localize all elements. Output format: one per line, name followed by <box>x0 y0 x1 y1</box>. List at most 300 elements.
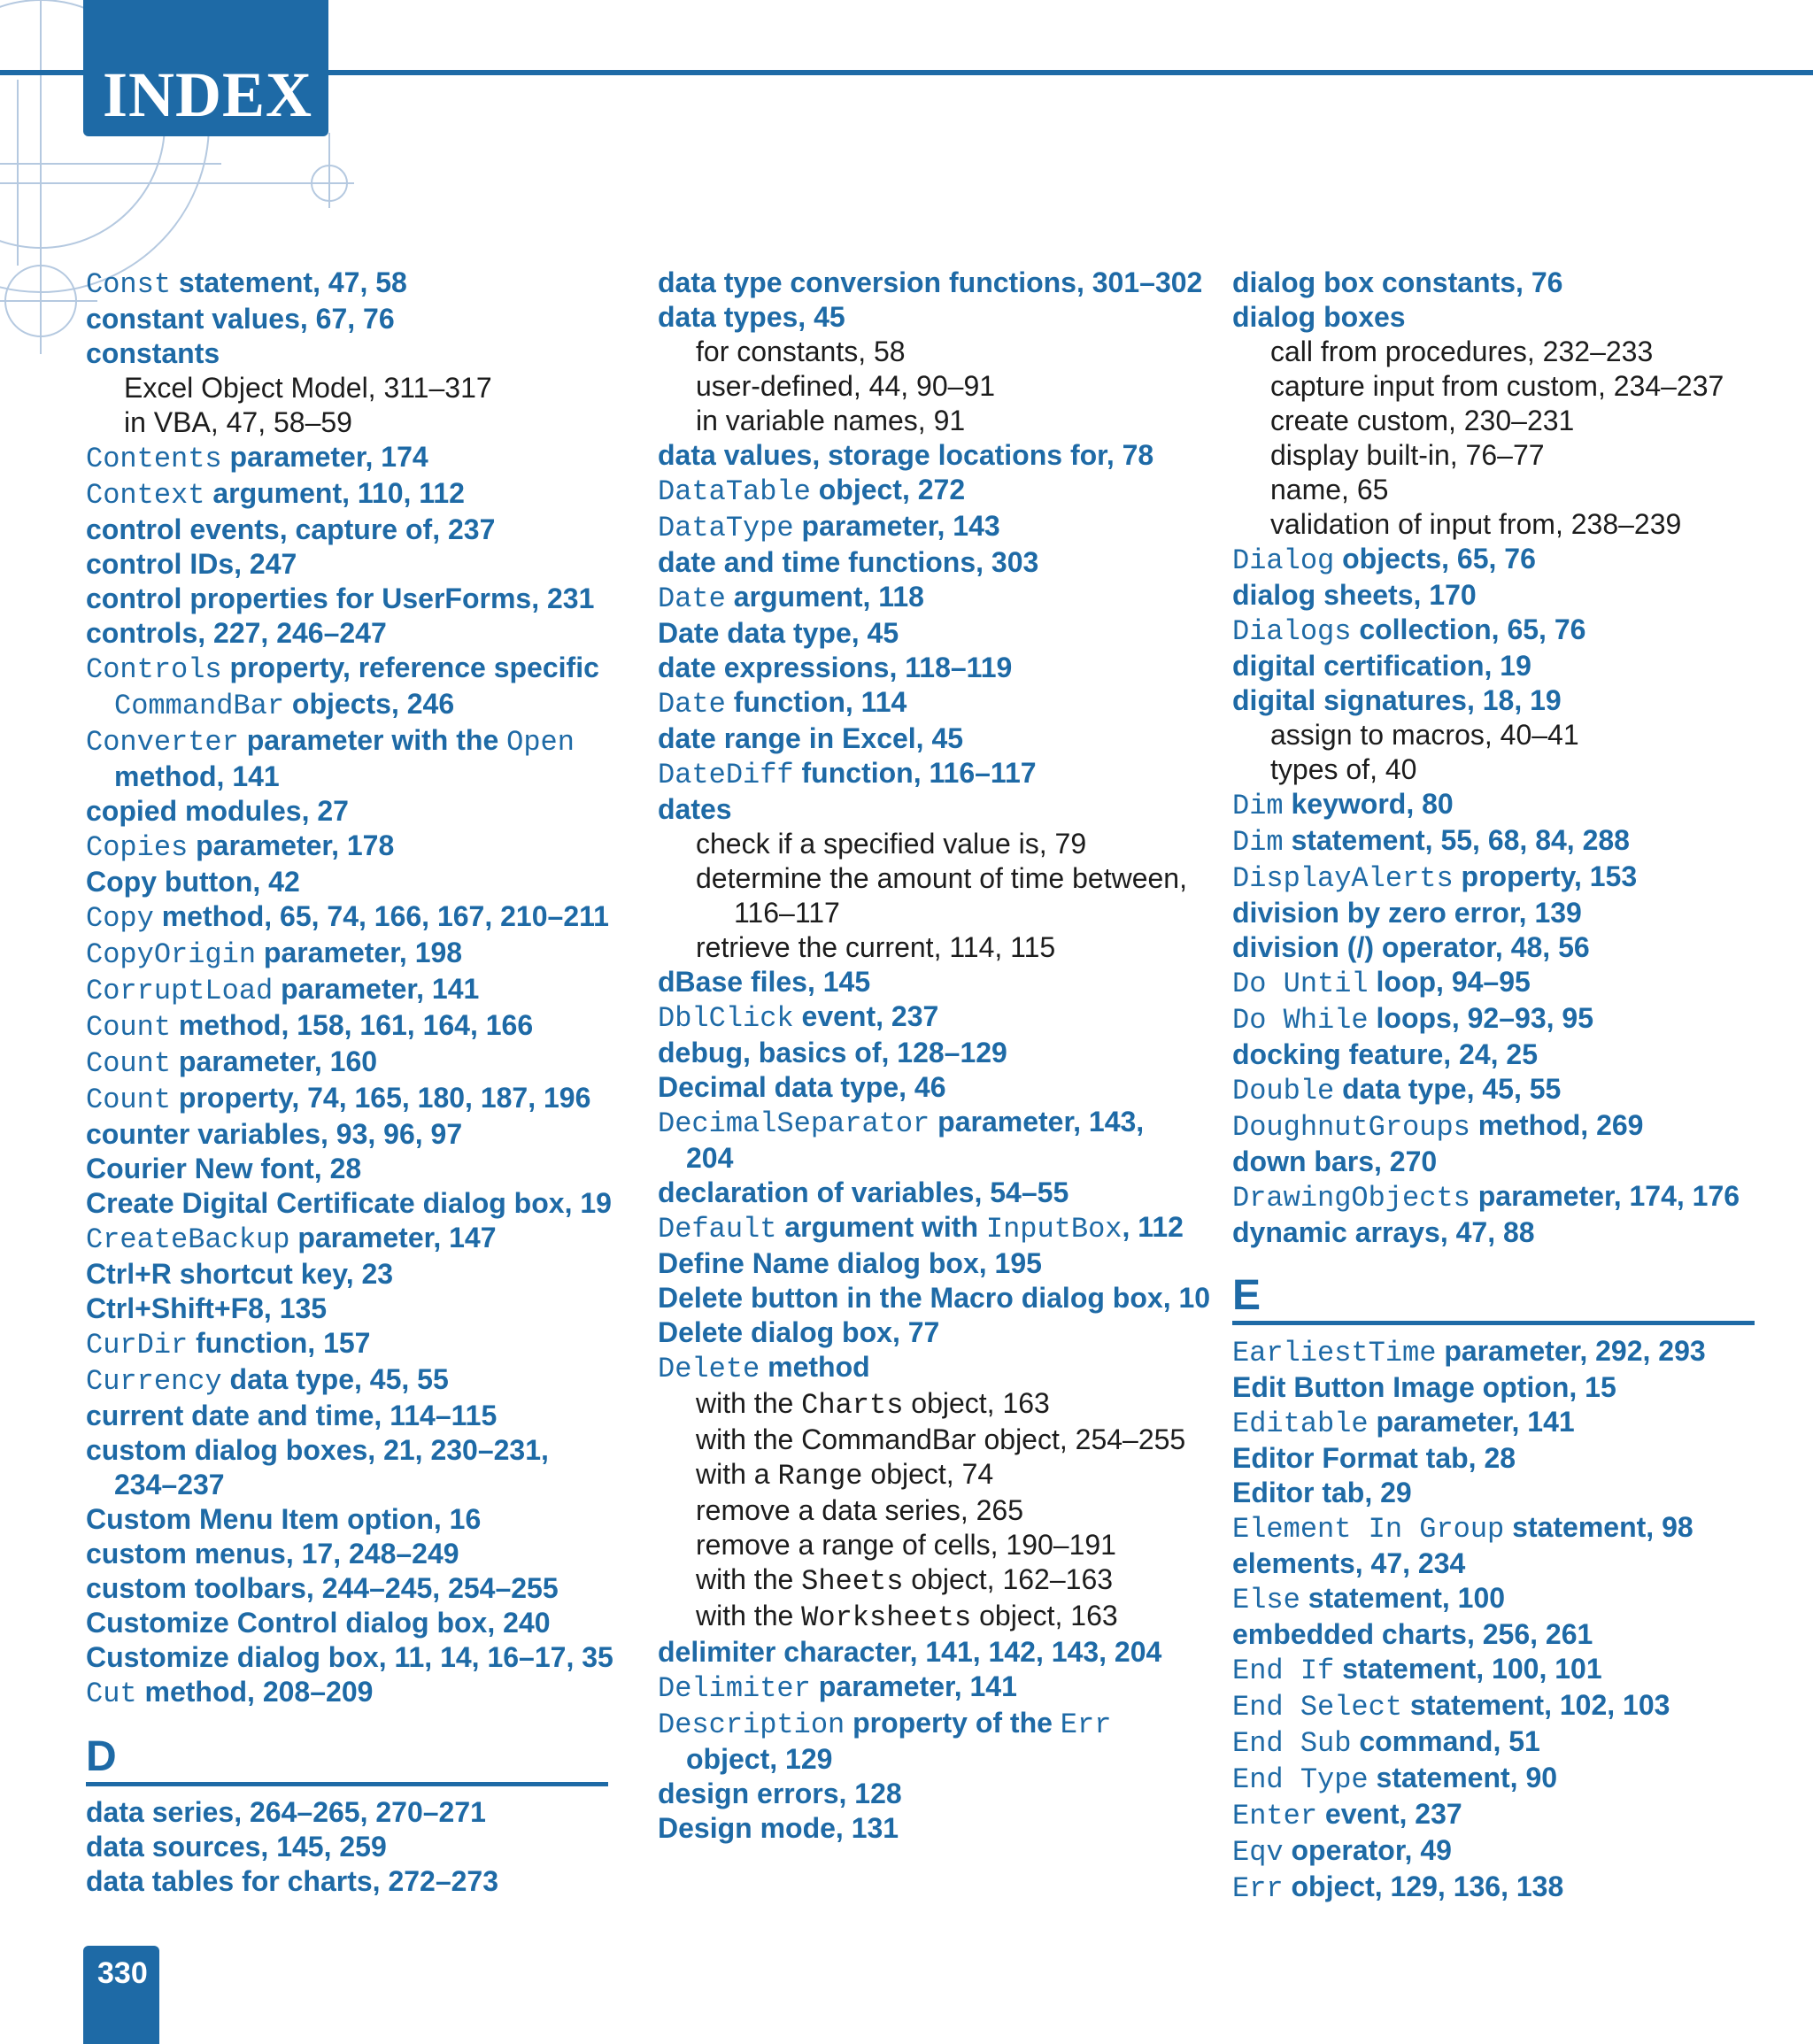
entry-text: check if a specified value is, 79 <box>696 828 1087 860</box>
entry-text: statement, 100 <box>1300 1582 1506 1614</box>
index-entry <box>86 302 617 336</box>
index-subentry <box>1232 752 1763 787</box>
index-entry <box>86 972 617 1008</box>
entry-text: parameter, 143, 204 <box>686 1106 1145 1174</box>
index-entry <box>658 473 1189 509</box>
code-term: Count <box>86 1011 172 1044</box>
index-subentry <box>658 335 1189 369</box>
entry-text: data values, storage locations for, 78 <box>658 439 1154 471</box>
code-term: Open <box>506 726 575 759</box>
entry-text: parameter, 174 <box>221 441 428 473</box>
entry-text: D <box>86 1733 117 1780</box>
index-entry <box>658 1281 1211 1315</box>
index-entry <box>86 1399 617 1433</box>
index-subentry <box>658 1562 1189 1599</box>
index-entry <box>86 1045 617 1081</box>
index-entry <box>658 1246 1189 1281</box>
entry-text: with the <box>696 1563 802 1595</box>
index-entry <box>658 438 1189 473</box>
entry-text: with the <box>696 1387 802 1419</box>
entry-text: capture input from custom, 234–237 <box>1270 370 1724 402</box>
code-term: Sheets <box>801 1565 904 1598</box>
entry-text: remove a data series, 265 <box>696 1494 1023 1526</box>
entry-text: Create Digital Certificate dialog box, 19 <box>86 1187 612 1219</box>
entry-text: E <box>1232 1272 1261 1319</box>
index-subentry <box>1232 507 1763 542</box>
code-term: CorruptLoad <box>86 975 274 1007</box>
index-entry <box>1232 649 1763 683</box>
index-entry <box>658 756 1189 792</box>
index-entry <box>658 1210 1189 1246</box>
code-term: Worksheets <box>801 1601 972 1634</box>
entry-text: method, 65, 74, 166, 167, 210–211 <box>153 900 609 932</box>
index-entry <box>658 999 1189 1036</box>
index-entry <box>86 1221 617 1257</box>
index-entry <box>86 1186 617 1221</box>
code-term: Const <box>86 268 172 301</box>
entry-text: embedded charts, 256, 261 <box>1232 1618 1593 1650</box>
entry-text: method, 141 <box>114 760 280 792</box>
index-entry <box>1232 1108 1763 1145</box>
index-entry <box>86 1117 617 1152</box>
index-entry <box>86 829 617 865</box>
index-entry <box>86 1571 617 1606</box>
code-term: End If <box>1232 1654 1335 1687</box>
entry-text: with a <box>696 1458 778 1490</box>
code-term: DecimalSeparator <box>658 1107 930 1140</box>
entry-text: design errors, 128 <box>658 1778 902 1809</box>
code-term: DateDiff <box>658 759 794 791</box>
entry-text: parameter, 198 <box>256 937 463 968</box>
entry-text: remove a range of cells, 190–191 <box>696 1529 1116 1561</box>
code-term: Delete <box>658 1353 760 1385</box>
entry-text: statement, 100, 101 <box>1334 1653 1602 1685</box>
entry-text: data type conversion functions, 301–302 <box>658 266 1203 298</box>
code-term: Delimiter <box>658 1672 811 1705</box>
entry-text: parameter, 160 <box>171 1045 378 1077</box>
entry-text: property, 74, 165, 180, 187, 196 <box>171 1082 591 1114</box>
entry-text: data types, 45 <box>658 301 845 333</box>
index-subentry <box>658 1528 1189 1562</box>
index-entry <box>86 1257 617 1292</box>
entry-text: method, 208–209 <box>136 1676 374 1708</box>
entry-text: Excel Object Model, 311–317 <box>124 372 492 404</box>
entry-text: division by zero error, 139 <box>1232 897 1582 929</box>
entry-text: declaration of variables, 54–55 <box>658 1176 1069 1208</box>
code-term: CreateBackup <box>86 1223 290 1256</box>
entry-text: argument with <box>776 1211 986 1243</box>
entry-text: property, reference specific <box>221 652 599 683</box>
entry-text: custom toolbars, 244–245, 254–255 <box>86 1572 559 1604</box>
code-term: Dialogs <box>1232 615 1352 648</box>
entry-text: retrieve the current, 114, 115 <box>696 931 1056 963</box>
entry-text: method, 269 <box>1470 1109 1644 1141</box>
index-entry <box>658 1070 1189 1105</box>
index-entry <box>86 336 617 371</box>
code-term: Range <box>777 1460 863 1493</box>
code-term: Currency <box>86 1365 222 1398</box>
entry-text: current date and time, 114–115 <box>86 1400 498 1431</box>
code-term: Double <box>1232 1075 1335 1107</box>
index-subentry <box>658 1423 1189 1457</box>
entry-text: statement, 90 <box>1368 1762 1558 1793</box>
entry-text: Copy button, 42 <box>86 866 300 898</box>
index-entry <box>658 1105 1189 1176</box>
entry-text: operator, 49 <box>1283 1834 1452 1866</box>
code-term: Enter <box>1232 1800 1318 1832</box>
code-term: DisplayAlerts <box>1232 862 1454 895</box>
code-term: CurDir <box>86 1329 189 1361</box>
entry-text: controls, 227, 246–247 <box>86 617 387 649</box>
section-letter-heading <box>1232 1273 1755 1325</box>
index-entry <box>658 651 1189 685</box>
entry-text: Custom Menu Item option, 16 <box>86 1503 482 1535</box>
entry-text: Delete button in the Macro dialog box, 10 <box>658 1282 1211 1314</box>
index-entry <box>658 580 1189 616</box>
index-entry <box>1232 1145 1763 1179</box>
index-entry <box>658 509 1189 545</box>
index-entry <box>1232 1334 1763 1370</box>
index-entry <box>86 1433 617 1502</box>
index-subentry <box>658 1599 1189 1635</box>
code-term: EarliestTime <box>1232 1337 1437 1369</box>
index-entry <box>86 1675 617 1711</box>
code-term: Charts <box>801 1389 904 1422</box>
entry-text: command, 51 <box>1351 1725 1540 1757</box>
entry-text: parameter, 141 <box>273 973 480 1005</box>
entry-text: Editor tab, 29 <box>1232 1477 1412 1508</box>
entry-text: method, 158, 161, 164, 166 <box>171 1009 534 1041</box>
entry-text: custom menus, 17, 248–249 <box>86 1538 459 1570</box>
entry-text: method <box>760 1351 870 1383</box>
code-term: Count <box>86 1084 172 1116</box>
index-entry <box>1232 1510 1763 1546</box>
code-term: Dim <box>1232 790 1284 822</box>
entry-text: collection, 65, 76 <box>1351 613 1586 645</box>
entry-text: Editor Format tab, 28 <box>1232 1442 1516 1474</box>
code-term: Date <box>658 688 726 721</box>
index-subentry <box>658 1493 1189 1528</box>
index-subentry <box>658 930 1189 965</box>
entry-text: dates <box>658 793 732 825</box>
entry-text: date and time functions, 303 <box>658 546 1039 578</box>
index-subentry <box>1232 718 1763 752</box>
index-entry <box>1232 542 1763 578</box>
code-term: End Type <box>1232 1763 1369 1796</box>
entry-text: control properties for UserForms, 231 <box>86 582 595 614</box>
index-subentry <box>658 369 1189 404</box>
index-column-3 <box>1232 266 1763 1906</box>
code-term: CommandBar <box>114 690 285 722</box>
index-entry <box>86 723 617 794</box>
index-entry <box>658 965 1189 999</box>
code-term: Copies <box>86 831 189 864</box>
code-term: Controls <box>86 653 222 686</box>
index-entry <box>658 616 1189 651</box>
entry-text: control IDs, 247 <box>86 548 297 580</box>
entry-text: dialog box constants, 76 <box>1232 266 1563 298</box>
index-subentry <box>1232 473 1763 507</box>
index-entry <box>86 865 617 899</box>
entry-text: Ctrl+Shift+F8, 135 <box>86 1292 328 1324</box>
index-entry <box>86 616 617 651</box>
entry-text: name, 65 <box>1270 474 1389 505</box>
entry-text: Decimal data type, 46 <box>658 1071 946 1103</box>
entry-text: dBase files, 145 <box>658 966 871 998</box>
code-term: Contents <box>86 443 222 475</box>
index-entry <box>86 1326 617 1362</box>
index-entry <box>1232 896 1763 930</box>
code-term: CopyOrigin <box>86 938 257 971</box>
entry-text: in variable names, 91 <box>696 405 966 436</box>
entry-text: function, 116–117 <box>793 757 1037 789</box>
entry-text: Date data type, 45 <box>658 617 899 649</box>
entry-text: data sources, 145, 259 <box>86 1831 387 1863</box>
index-entry <box>1232 930 1763 965</box>
entry-text: call from procedures, 232–233 <box>1270 336 1654 367</box>
entry-text: elements, 47, 234 <box>1232 1547 1466 1579</box>
index-entry <box>86 547 617 582</box>
index-entry <box>1232 1724 1763 1761</box>
entry-text: debug, basics of, 128–129 <box>658 1037 1007 1068</box>
entry-text: statement, 55, 68, 84, 288 <box>1283 824 1630 856</box>
index-subentry <box>658 827 1189 861</box>
index-entry <box>1232 1688 1763 1724</box>
index-entry <box>1232 1870 1763 1906</box>
entry-text: user-defined, 44, 90–91 <box>696 370 996 402</box>
code-term: DrawingObjects <box>1232 1182 1470 1215</box>
index-entry <box>86 1864 617 1899</box>
entry-text: date range in Excel, 45 <box>658 722 964 754</box>
code-term: Converter <box>86 726 239 759</box>
code-term: Cut <box>86 1678 137 1710</box>
entry-text: parameter, 178 <box>188 829 395 861</box>
entry-text: in VBA, 47, 58–59 <box>124 406 352 438</box>
index-entry <box>1232 823 1763 860</box>
section-letter-heading <box>86 1734 608 1786</box>
index-entry <box>86 513 617 547</box>
entry-text: constants <box>86 337 220 369</box>
index-entry <box>86 1292 617 1326</box>
code-term: Err <box>1060 1708 1112 1741</box>
index-entry <box>1232 1405 1763 1441</box>
index-subentry <box>1232 335 1763 369</box>
index-column-1 <box>86 266 617 1899</box>
entry-text: statement, 47, 58 <box>171 266 407 298</box>
entry-text: for constants, 58 <box>696 336 906 367</box>
code-term: Description <box>658 1708 845 1741</box>
entry-text: validation of input from, 238–239 <box>1270 508 1682 540</box>
entry-text: constant values, 67, 76 <box>86 303 395 335</box>
entry-text: parameter, 147 <box>289 1222 497 1253</box>
entry-text: docking feature, 24, 25 <box>1232 1038 1539 1070</box>
code-term: Dim <box>1232 826 1284 859</box>
entry-text: , 112 <box>1122 1211 1184 1243</box>
code-term: Editable <box>1232 1408 1369 1440</box>
entry-text: delimiter character, 141, 142, 143, 204 <box>658 1636 1162 1668</box>
index-subentry <box>658 1457 1189 1493</box>
index-entry <box>658 1036 1189 1070</box>
index-subentry <box>86 371 617 405</box>
index-entry <box>1232 266 1763 300</box>
entry-text: parameter, 143 <box>793 510 1000 542</box>
index-entry <box>1232 1581 1763 1617</box>
index-entry <box>86 651 617 723</box>
index-entry <box>1232 1546 1763 1581</box>
index-entry <box>86 1606 617 1640</box>
entry-text: loops, 92–93, 95 <box>1368 1002 1593 1034</box>
index-subentry <box>1232 404 1763 438</box>
entry-text: Delete dialog box, 77 <box>658 1316 940 1348</box>
index-entry <box>86 582 617 616</box>
entry-text: objects, 65, 76 <box>1334 543 1536 575</box>
page-number: 330 <box>97 1956 148 1990</box>
index-entry <box>658 792 1189 827</box>
code-term: Err <box>1232 1872 1284 1905</box>
index-entry <box>86 1008 617 1045</box>
entry-text: parameter with the <box>238 724 507 756</box>
index-entry <box>86 936 617 972</box>
index-subentry <box>86 405 617 440</box>
index-entry <box>1232 965 1763 1001</box>
entry-text: object, 163 <box>971 1600 1118 1631</box>
entry-text: function, 114 <box>725 686 907 718</box>
index-entry <box>658 1670 1189 1706</box>
entry-text: object, 162–163 <box>903 1563 1114 1595</box>
entry-text: parameter, 141 <box>1368 1406 1575 1438</box>
index-entry <box>658 685 1189 721</box>
entry-text: dialog boxes <box>1232 301 1406 333</box>
entry-text: dialog sheets, 170 <box>1232 579 1477 611</box>
entry-text: object, 272 <box>810 474 966 505</box>
index-entry <box>658 1777 1189 1811</box>
code-term: Else <box>1232 1584 1300 1616</box>
entry-text: counter variables, 93, 96, 97 <box>86 1118 463 1150</box>
index-subentry <box>1232 438 1763 473</box>
entry-text: Design mode, 131 <box>658 1812 899 1844</box>
entry-text: argument, 110, 112 <box>204 477 465 509</box>
entry-text: statement, 98 <box>1504 1511 1693 1543</box>
entry-text: custom dialog boxes, 21, 230–231, 234–237 <box>86 1434 549 1500</box>
entry-text: property of the <box>845 1707 1061 1739</box>
index-entry <box>1232 1797 1763 1833</box>
index-entry <box>1232 300 1763 335</box>
index-entry <box>86 1362 617 1399</box>
code-term: Do While <box>1232 1004 1369 1037</box>
index-entry <box>1232 578 1763 613</box>
page-number-tab <box>83 1946 159 2044</box>
entry-text: with the <box>696 1600 802 1631</box>
entry-text: control events, capture of, 237 <box>86 513 496 545</box>
entry-text: parameter, 174, 176 <box>1470 1180 1740 1212</box>
entry-text: parameter, 141 <box>810 1670 1017 1702</box>
entry-text: data type, 45, 55 <box>1334 1073 1562 1105</box>
index-entry <box>658 721 1189 756</box>
index-entry <box>86 1537 617 1571</box>
index-entry <box>1232 1833 1763 1870</box>
index-entry <box>1232 1476 1763 1510</box>
entry-text: keyword, 80 <box>1283 788 1454 820</box>
code-term: Dialog <box>1232 544 1335 577</box>
entry-text: data type, 45, 55 <box>221 1363 449 1395</box>
entry-text: property, 153 <box>1453 860 1638 892</box>
index-entry <box>86 476 617 513</box>
index-entry <box>1232 787 1763 823</box>
entry-text: parameter, 292, 293 <box>1436 1335 1706 1367</box>
code-term: Do Until <box>1232 968 1369 1000</box>
index-entry <box>86 266 617 302</box>
index-entry <box>1232 1072 1763 1108</box>
entry-text: objects, 246 <box>284 688 455 720</box>
code-term: End Select <box>1232 1691 1403 1724</box>
index-entry <box>86 440 617 476</box>
index-entry <box>658 266 1203 300</box>
code-term: End Sub <box>1232 1727 1352 1760</box>
code-term: Element In Group <box>1232 1513 1505 1546</box>
entry-text: statement, 102, 103 <box>1402 1689 1670 1721</box>
entry-text: Courier New font, 28 <box>86 1153 362 1184</box>
code-term: InputBox <box>985 1213 1123 1246</box>
entry-text: data series, 264–265, 270–271 <box>86 1796 486 1828</box>
index-entry <box>658 1315 1189 1350</box>
entry-text: data tables for charts, 272–273 <box>86 1865 499 1897</box>
entry-text: object, 163 <box>903 1387 1050 1419</box>
entry-text: Customize dialog box, 11, 14, 16–17, 35 <box>86 1641 613 1673</box>
entry-text: Ctrl+R shortcut key, 23 <box>86 1258 394 1290</box>
entry-text: argument, 118 <box>725 581 924 613</box>
index-entry <box>1232 1001 1763 1037</box>
index-subentry <box>658 1386 1189 1423</box>
entry-text: create custom, 230–231 <box>1270 405 1575 436</box>
index-entry <box>86 1830 617 1864</box>
code-term: Date <box>658 582 726 615</box>
index-entry <box>86 899 617 936</box>
index-entry <box>1232 683 1763 718</box>
page-title: INDEX <box>103 59 313 130</box>
code-term: Count <box>86 1047 172 1080</box>
entry-text: date expressions, 118–119 <box>658 652 1013 683</box>
entry-text: display built-in, 76–77 <box>1270 439 1545 471</box>
index-entry <box>658 300 1189 335</box>
index-entry <box>658 1706 1189 1777</box>
index-entry <box>658 545 1189 580</box>
entry-text: determine the amount of time between, 116–117 <box>696 862 1187 929</box>
index-entry <box>658 1176 1189 1210</box>
entry-text: Edit Button Image option, 15 <box>1232 1371 1616 1403</box>
entry-text: digital signatures, 18, 19 <box>1232 684 1562 716</box>
index-entry <box>1232 1037 1763 1072</box>
index-entry <box>658 1350 1189 1386</box>
entry-text: event, 237 <box>1317 1798 1462 1830</box>
index-entry <box>86 1502 617 1537</box>
entry-text: division (/) operator, 48, 56 <box>1232 931 1590 963</box>
entry-text: dynamic arrays, 47, 88 <box>1232 1216 1535 1248</box>
entry-text: event, 237 <box>793 1000 939 1032</box>
code-term: Eqv <box>1232 1836 1284 1869</box>
index-entry <box>1232 860 1763 896</box>
entry-text: with the CommandBar object, 254–255 <box>696 1423 1186 1455</box>
code-term: DoughnutGroups <box>1232 1111 1470 1144</box>
entry-text: Customize Control dialog box, 240 <box>86 1607 551 1639</box>
entry-text: Define Name dialog box, 195 <box>658 1247 1042 1279</box>
entry-text: types of, 40 <box>1270 753 1417 785</box>
index-subentry <box>658 404 1189 438</box>
index-entry <box>86 1795 617 1830</box>
entry-text: object, 74 <box>862 1458 994 1490</box>
index-entry <box>1232 1179 1763 1215</box>
entry-text: object, 129 <box>686 1743 833 1775</box>
index-entry <box>86 1081 617 1117</box>
